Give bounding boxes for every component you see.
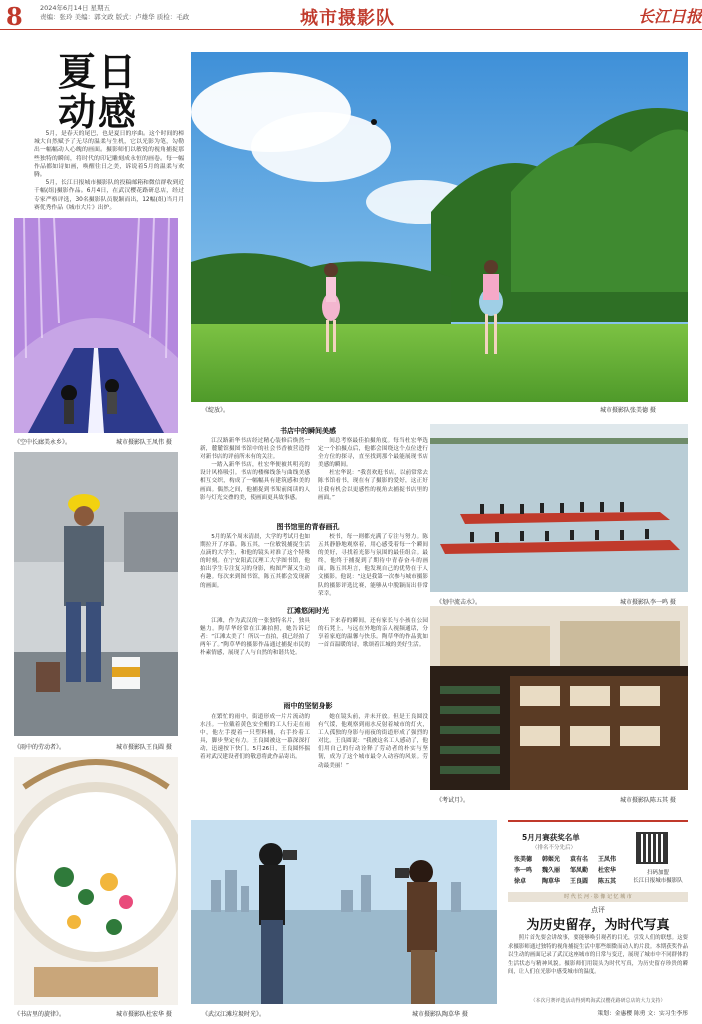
caption-bookstore: 《书店里的旋律》。 <box>14 1011 66 1018</box>
award-name: 韩姬光 <box>542 856 561 863</box>
qr-code-icon[interactable] <box>636 832 668 864</box>
photo-bloom <box>191 52 688 402</box>
award-name: 徐卓 <box>514 878 527 885</box>
award-banner: 时 代 长 河 · 影 像 记 忆 城 市 <box>508 892 688 902</box>
article-col1-c: 江滩，作为武汉的一张独特名片，独具魅力。陶草华经常在江滩拍照，她告诉记者：“江滩太美了！所以一直拍，我已经拍了两年了。”陶草华的摄影作品通过捕捉市民的朴素情感，展现了人与自然的和谐共处。 <box>200 618 310 657</box>
credit-bookstore: 城市摄影队杜宏华 摄 <box>116 1011 172 1018</box>
award-name: 张美德 <box>514 856 533 863</box>
editorial-credit: 策划：金惠樱 陈勇 文：实习生李彤 <box>597 1011 688 1017</box>
caption-exam: 《考试月》。 <box>436 797 470 804</box>
photo-bookstore <box>14 757 178 1005</box>
subhead-riverside: 江滩悠闲时光 <box>287 607 329 615</box>
award-name: 李一鸣 <box>514 867 533 874</box>
award-name: 王凤伟 <box>598 856 617 863</box>
subhead-library: 图书馆里的青春画孔 <box>276 523 340 531</box>
credit-bloom: 城市摄影队张美德 摄 <box>600 407 656 414</box>
intro-text: 5月，是春天的尾巴，也是夏日的序曲。这个时间的樟城大自然赋予了无尽的温柔与生机，它以光影为笔，勾勒出一幅幅动人心魄的画面。摄影师们以敏锐的视角捕捉那些独特的瞬间，将时代的印记雕刻成永恒的画卷。每一幅作品都如诗如画，唤醒往日之美，诉说着5月的温柔与欢腾。 5月，长江日报城市摄影队的投稿邮箱和微信群收到近千幅(组)摄影作品。6月4日，在武汉樱花路研总店，经过专家严格评选，30名摄影队员脱颖而出，12幅(组)当月月赛优秀作品《城市大片》出炉。 <box>34 131 184 211</box>
editorial-note: （本次月赛评选活动得到鸣海武汉樱花路研总店的大力支持） <box>530 998 666 1004</box>
credit-corridor: 城市摄影队王凤伟 摄 <box>116 439 172 446</box>
award-name: 王良圆 <box>570 878 589 885</box>
caption-dragon: 《划中流击水》。 <box>436 599 482 606</box>
article-col2-a: 间总考察最佳拍摄角度。每当杜宏华选定一个拍摄点后，他都会围绕这个点位进行全方位的探寻，直至找到那个最能展现书店美感的瞬间。 杜宏华说：“我喜欢逛书店，以前常常去陈书馆看书，现在有了摄影的爱好，这正好让我有机会以更感性的视角去捕捉书店里的画面。” <box>318 438 428 501</box>
photo-riverside <box>191 820 497 1004</box>
award-name: 邹凤勤 <box>570 867 589 874</box>
article-col1-d: 在繁忙的雨中，街道形成一片片流动的水洼。一位戴着黄色安全帽的工人行走在雨中，他左手提着一只塑料桶，右手拎着工具，脚步坚定有力。王良圆被这一幕深深打动，迅速按下快门。5月26日，王良圆怀揣着对武汉建设者们的敬意将此作品寄出。 <box>200 714 310 761</box>
editorial-kicker: 点评 <box>591 906 605 914</box>
section-title: 城市摄影队 <box>300 8 395 29</box>
qr-caption: 扫码加盟 长江日报城市摄影队 <box>633 870 683 884</box>
award-box <box>508 820 688 904</box>
credit-dragon: 城市摄影队李一鸣 摄 <box>620 599 676 606</box>
caption-corridor: 《空中长廊美永乡》。 <box>14 439 72 446</box>
caption-bloom: 《绽放》。 <box>202 407 230 414</box>
article-col1-a: 江汉路新华书店经过精心装修后焕然一新，麓麓馆摄图书馆中的社会书香被营造得对新书店的评前所未有的关注。 一踏入新华书店，杜宏华便被其明亮的设计风格吸引。书店的楼梯线条与曲线美感相互交织，构成了一幅幅具有建筑感和美的画面。偶然之间，他捕捉到书架前阅读的人影与灯光交叠的美，使画面更具故事感。 <box>200 438 310 501</box>
page-date: 2024年6月14日 星期五 责编：张玲 美编：郭文政 版式：卢雄华 质检：毛政 <box>40 4 190 21</box>
award-name: 魏久丽 <box>542 867 561 874</box>
award-name: 杜宏华 <box>598 867 617 874</box>
photo-worker <box>14 452 178 736</box>
caption-worker: 《雨中的劳动者》。 <box>14 744 66 751</box>
article-col2-d: 她在镜头前，并未开放。但是王良圆没有气馁，他观察到雨水反射着城市的灯火，工人孤独的身影与雨夜的街道形成了强烈的对比。王良圆说：“我被这名工人感动了，他们用自己的行动诠释了劳动者的朴实与坚韧，成为了这个城市最令人动容的风景。劳动最美丽！” <box>318 714 428 769</box>
caption-riverside: 《武汉江滩垃圾时光》。 <box>202 1011 266 1018</box>
award-names <box>514 854 626 885</box>
award-name: 陶草华 <box>542 878 561 885</box>
article-col2-c: 下来春的瞬间，还有家长与小孩在公园的石凳上，与远在外地的亲人视频通话，分享着家庭的温馨与快乐。陶草华的作品犹如一首首温暖的诗，歌颂着江城的美好生活。 <box>318 618 428 649</box>
photo-purple-corridor <box>14 218 178 433</box>
article-col2-b: 校书，每一则都充满了专注与努力。陈五其静静地观察着，用心感受着每一个瞬间的美好，寻找着光影与氛围的最佳组合。最终，他终于捕捉到了期待中青春奋斗的画面。陈五其坦言，他发现自己的优势在于人文摄影。他说：“这是我第一次参与城市摄影队的摄影评选比赛，能够从中脱颖而出非常荣幸。 <box>318 534 428 597</box>
subhead-bookstore: 书店中的瞬间美感 <box>280 427 336 435</box>
credit-riverside: 城市摄影队陶草华 摄 <box>412 1011 468 1018</box>
page-number: 8 <box>6 2 23 31</box>
award-name: 陈五其 <box>598 878 617 885</box>
credit-exam: 城市摄影队陈五其 摄 <box>620 797 676 804</box>
editorial-headline: 为历史留存，为时代写真 <box>526 918 670 933</box>
award-subtitle: （排名不分先后） <box>532 845 577 851</box>
newspaper-logo: 长江日报 <box>638 7 702 26</box>
article-col1-b: 5月的某个周末清晨，大学的考试月也如期拉开了序幕。陈五其，一位敏锐捕捉生活点滴的大学生，和他的镜头对准了这个特殊的时刻。在宁安阳武汉理工大学图书馆，他拍出学生专注复习的身影，构图严谨又生动有趣。每次来到图书馆，陈五其都会发现新的画面。 <box>200 534 310 589</box>
credit-worker: 城市摄影队王良圆 摄 <box>116 744 172 751</box>
subhead-rain: 雨中的坚韧身影 <box>283 702 333 710</box>
feature-title: 夏日 动感 <box>58 49 139 134</box>
award-name: 袁有名 <box>570 856 589 863</box>
photo-dragon-boat <box>430 424 688 592</box>
photo-exam <box>430 606 688 790</box>
award-title: 5月月赛获奖名单 <box>522 833 580 842</box>
editorial-body: 照片首先要会讲故事，要能够唤引观者的目光，引发人们的联想。这要求摄影师通过独特的视角捕捉生活中那些细微而动人的片段。本期获奖作品以生动的画面记录了武汉这座城市的日常与变迁，展现了城市中不同群体的生活状态与精神风貌。摄影师们用镜头为时代写真，为历史留存珍贵的瞬间，让人们在光影中感受城市的温度。 <box>508 935 688 976</box>
